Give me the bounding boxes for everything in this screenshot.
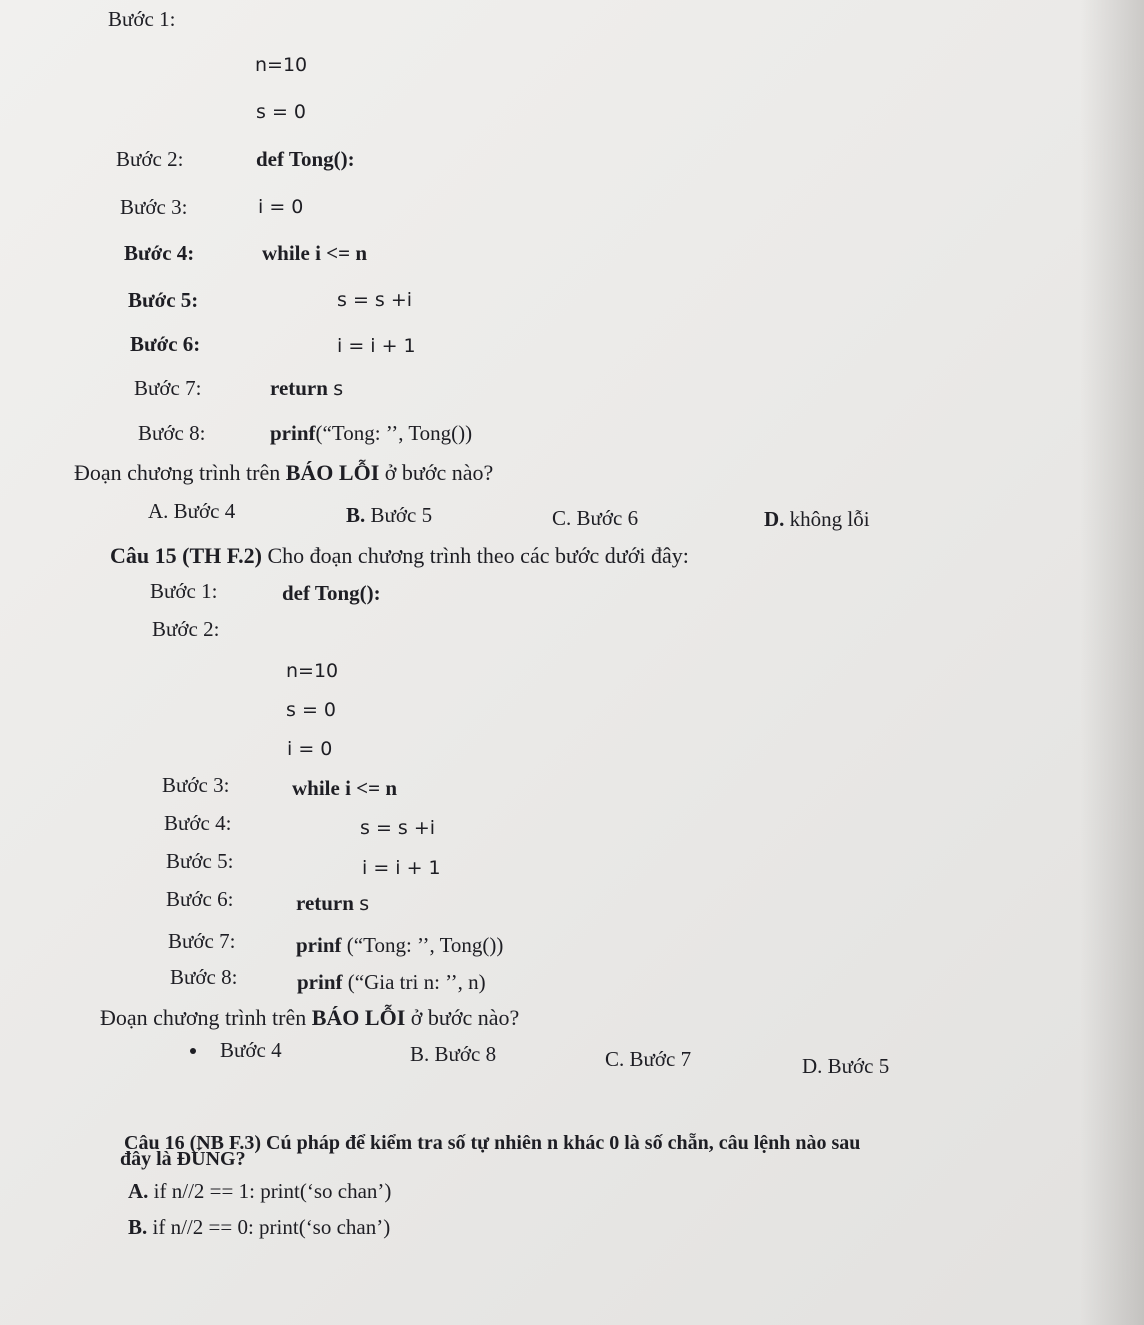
- code-line: n=10: [255, 54, 308, 76]
- code-line: s = 0: [256, 101, 306, 123]
- option-b: B. Bước 5: [346, 503, 433, 527]
- step-label: Bước 5:: [166, 849, 234, 873]
- code-line: while i <= n: [292, 776, 398, 800]
- step-label: Bước 1:: [108, 7, 176, 31]
- question-title: Câu 15 (TH F.2) Cho đoạn chương trình theo các bước dưới đây:: [110, 543, 689, 568]
- option-a: A. Bước 4: [148, 499, 236, 523]
- paper-edge-shadow: [1080, 0, 1144, 1325]
- step-label: Bước 8:: [138, 421, 206, 445]
- code-line: i = 0: [287, 738, 333, 760]
- option-d: D. Bước 5: [802, 1054, 890, 1078]
- bullet-icon: [190, 1048, 196, 1054]
- code-line: i = 0: [258, 196, 304, 218]
- step-label: Bước 5:: [128, 288, 199, 312]
- code-line: n=10: [286, 660, 339, 682]
- option-d: D. không lỗi: [764, 507, 870, 531]
- code-line: i = i + 1: [337, 335, 416, 357]
- code-line: while i <= n: [262, 241, 368, 265]
- question-title-line2: đây là ĐÚNG?: [120, 1148, 246, 1170]
- code-line: def Tong():: [282, 581, 381, 605]
- option-a: A. if n//2 == 1: print(‘so chan’): [128, 1179, 392, 1203]
- code-line: prinf(“Tong: ’’, Tong()): [270, 421, 473, 445]
- code-line: prinf (“Tong: ’’, Tong()): [296, 933, 504, 957]
- code-line: prinf (“Gia tri n: ’’, n): [297, 970, 486, 994]
- option-b: B. if n//2 == 0: print(‘so chan’): [128, 1215, 391, 1239]
- option-c: C. Bước 6: [552, 506, 639, 530]
- step-label: Bước 7:: [134, 376, 202, 400]
- step-label: Bước 3:: [162, 773, 230, 797]
- option-b: B. Bước 8: [410, 1042, 497, 1066]
- step-label: Bước 4:: [124, 241, 195, 265]
- step-label: Bước 2:: [116, 147, 184, 171]
- step-label: Bước 3:: [120, 195, 188, 219]
- step-label: Bước 1:: [150, 579, 218, 603]
- step-label: Bước 2:: [152, 617, 220, 641]
- step-label: Bước 7:: [168, 929, 236, 953]
- code-line: i = i + 1: [362, 857, 441, 879]
- step-label: Bước 4:: [164, 811, 232, 835]
- question-title: Câu 16 (NB F.3) Cú pháp để kiểm tra số tự nhiên n khác 0 là số chẵn, câu lệnh nào sau: [124, 1132, 861, 1154]
- code-line: def Tong():: [256, 147, 355, 171]
- question-text: Đoạn chương trình trên BÁO LỖI ở bước nào?: [74, 460, 494, 485]
- code-line: return s: [270, 376, 344, 400]
- code-line: return s: [296, 891, 370, 915]
- code-line: s = s +i: [337, 289, 413, 311]
- step-label: Bước 8:: [170, 965, 238, 989]
- code-line: s = 0: [286, 699, 336, 721]
- option-c: C. Bước 7: [605, 1047, 692, 1071]
- step-label: Bước 6:: [166, 887, 234, 911]
- code-line: s = s +i: [360, 817, 436, 839]
- step-label: Bước 6:: [130, 332, 201, 356]
- option-a: Bước 4: [220, 1038, 282, 1062]
- question-text: Đoạn chương trình trên BÁO LỖI ở bước nào?: [100, 1005, 520, 1030]
